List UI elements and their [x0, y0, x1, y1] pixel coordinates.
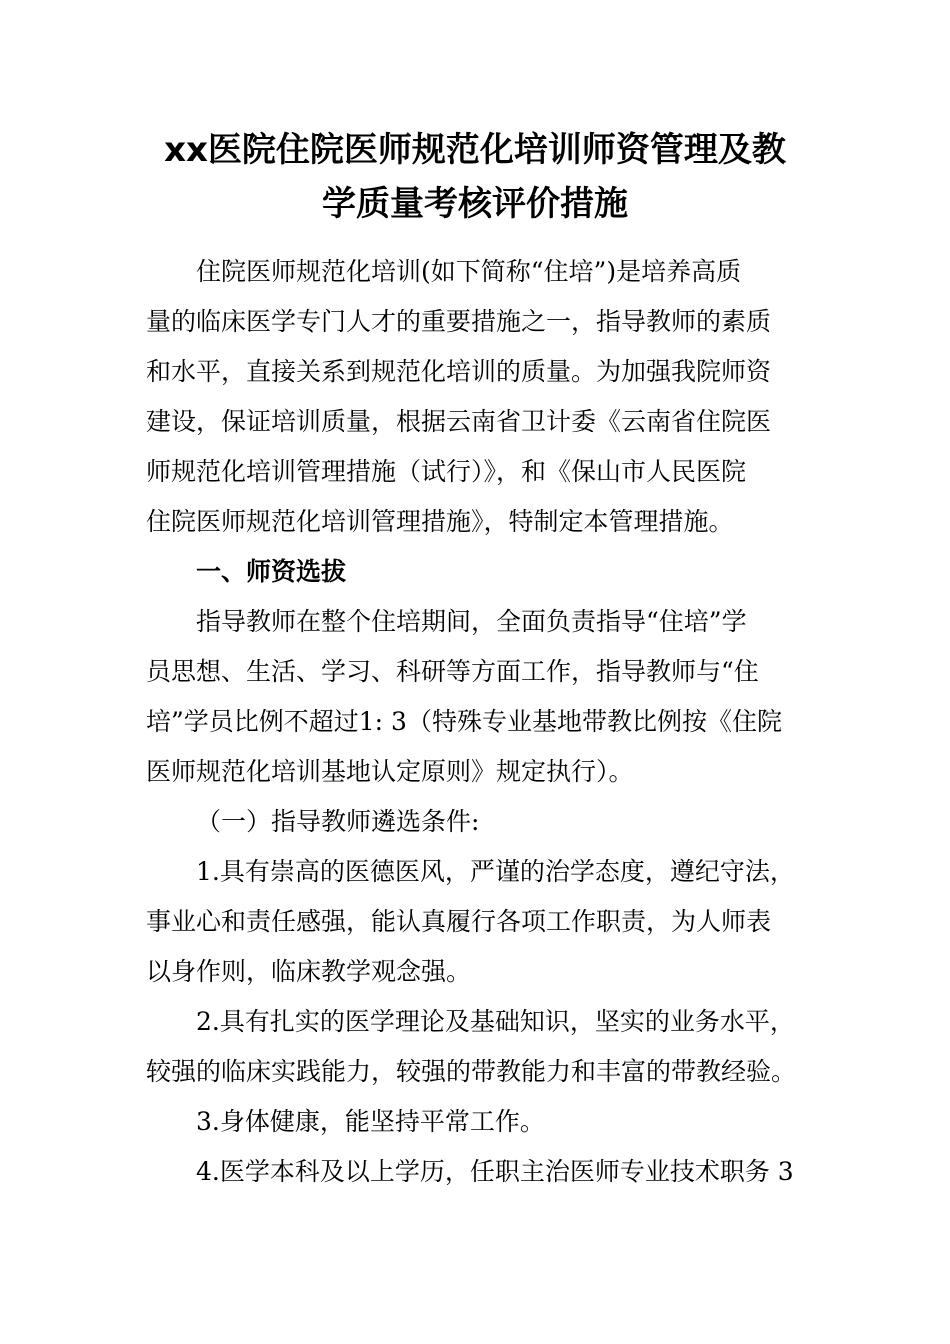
- item-2-line-2: 较强的临床实践能力，较强的带教能力和丰富的带教经验。: [146, 1057, 797, 1086]
- section-1-line-4: 医师规范化培训基地认定原则》规定执行）。: [146, 757, 634, 786]
- intro-line-3: 和水平，直接关系到规范化培训的质量。为加强我院师资: [146, 357, 772, 386]
- document-title-line-2: 学质量考核评价措施: [322, 184, 628, 224]
- intro-line-6: 住院医师规范化培训管理措施》，特制定本管理措施。: [146, 507, 734, 536]
- section-1-line-3: 培”学员比例不超过1: 3（特殊专业基地带教比例按《住院: [146, 707, 782, 736]
- section-1-line-2: 员思想、生活、学习、科研等方面工作，指导教师与“住: [146, 657, 759, 686]
- item-1-line-1: 1.具有崇高的医德医风，严谨的治学态度，遵纪守法，: [196, 857, 795, 886]
- intro-line-1: 住院医师规范化培训(如下简称“住培”)是培养高质: [196, 257, 742, 286]
- section-1-line-1: 指导教师在整个住培期间，全面负责指导“住培”学: [196, 607, 747, 636]
- document-title-line-1: xx医院住院医师规范化培训师资管理及教: [164, 130, 786, 170]
- subsection-1-heading: （一）指导教师遴选条件:: [196, 807, 480, 836]
- item-1-line-3: 以身作则，临床教学观念强。: [146, 957, 472, 986]
- intro-line-5: 师规范化培训管理措施（试行）》，和《保山市人民医院: [146, 457, 747, 486]
- intro-line-4: 建设，保证培训质量，根据云南省卫计委《云南省住院医: [146, 407, 772, 436]
- item-4-line-1: 4.医学本科及以上学历，任职主治医师专业技术职务 3: [196, 1157, 794, 1186]
- item-1-line-2: 事业心和责任感强，能认真履行各项工作职责，为人师表: [146, 907, 772, 936]
- intro-line-2: 量的临床医学专门人才的重要措施之一，指导教师的素质: [146, 307, 772, 336]
- section-1-heading: 一、师资选拔: [196, 557, 347, 586]
- item-3-line-1: 3.身体健康，能坚持平常工作。: [196, 1107, 545, 1136]
- item-2-line-1: 2.具有扎实的医学理论及基础知识，坚实的业务水平，: [196, 1007, 795, 1036]
